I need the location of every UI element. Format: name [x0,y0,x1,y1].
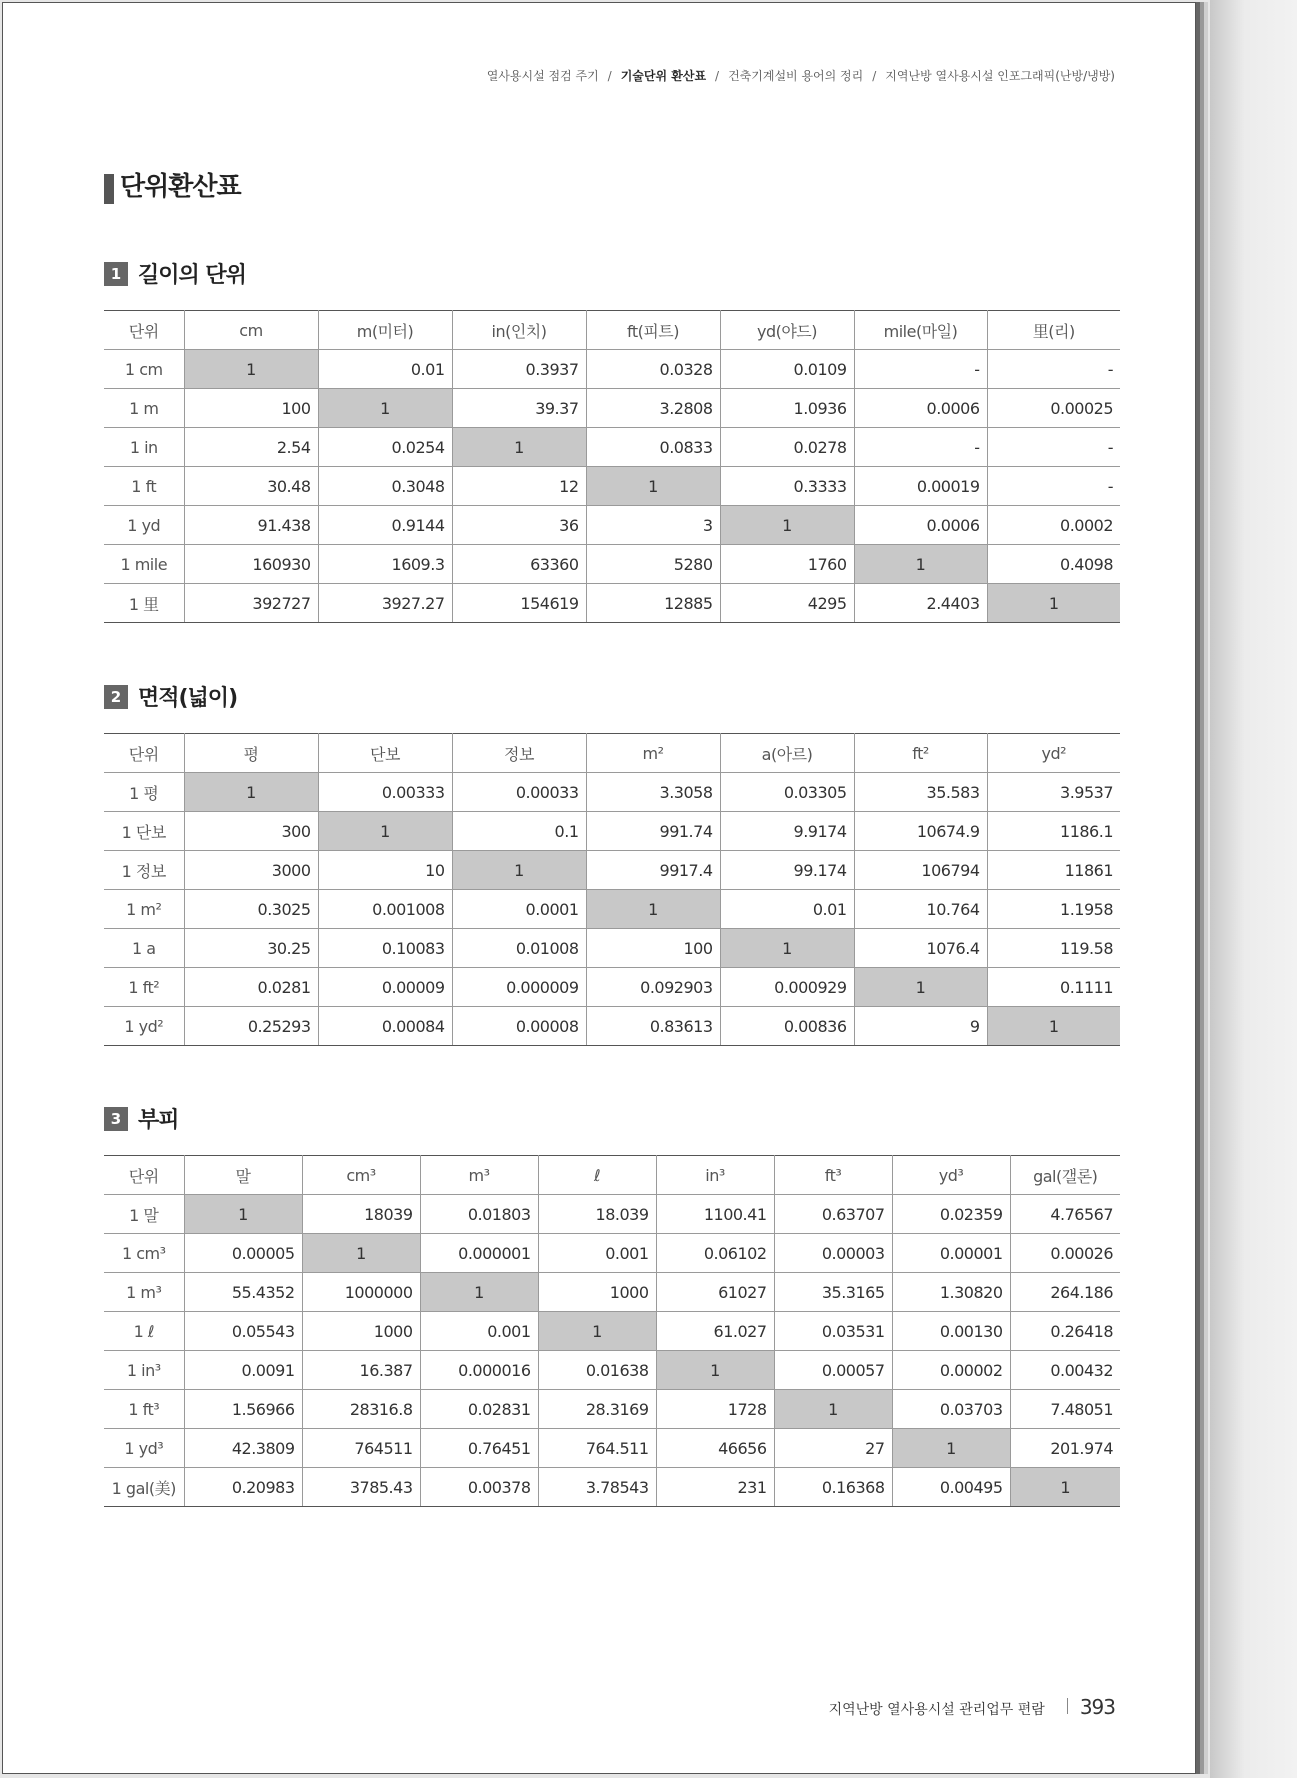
column-header: cm³ [302,1156,420,1195]
identity-cell: 1 [586,467,720,506]
table-row [104,1351,1120,1390]
row-unit-label: 1 말 [104,1195,184,1234]
table-cell: 0.03703 [892,1390,1010,1429]
table-cell: 1609.3 [318,545,452,584]
table-cell: 0.092903 [586,968,720,1007]
table-cell: 18039 [302,1195,420,1234]
column-header: yd³ [892,1156,1010,1195]
table-cell: 0.3048 [318,467,452,506]
row-unit-label: 1 ft³ [104,1390,184,1429]
section-number-badge: 2 [104,685,128,709]
column-header: a(아르) [720,734,854,773]
breadcrumb-separator: / [872,69,877,83]
table-cell: 36 [452,506,586,545]
table-cell: 27 [774,1429,892,1468]
table-cell: 11861 [987,851,1120,890]
breadcrumb [487,67,1115,84]
breadcrumb-item[interactable]: 지역난방 열사용시설 인포그래픽(난방/냉방) [885,69,1115,83]
table-cell: 0.00130 [892,1312,1010,1351]
table-row [104,851,1120,890]
table-cell: 3.78543 [538,1468,656,1507]
table-cell: 1.1958 [987,890,1120,929]
identity-cell: 1 [1010,1468,1120,1507]
table-cell: 0.000001 [420,1234,538,1273]
table-cell: 0.01638 [538,1351,656,1390]
table-cell: 3.3058 [586,773,720,812]
column-header: 정보 [452,734,586,773]
table-cell: 764511 [302,1429,420,1468]
table-row [104,890,1120,929]
table-cell: 0.000929 [720,968,854,1007]
table-cell: 1.56966 [184,1390,302,1429]
table-cell: 0.00019 [854,467,987,506]
section-title: 길이의 단위 [138,263,246,288]
table-cell: 16.387 [302,1351,420,1390]
row-unit-label: 1 단보 [104,812,184,851]
table-row [104,1007,1120,1046]
column-header-unit: 단위 [104,1156,184,1195]
table-cell: 0.0833 [586,428,720,467]
footer-divider [1067,1698,1068,1714]
table-cell: 1186.1 [987,812,1120,851]
table-cell: 0.0091 [184,1351,302,1390]
row-unit-label: 1 mile [104,545,184,584]
table-cell: 1.0936 [720,389,854,428]
identity-cell: 1 [184,773,318,812]
area-conversion-table [104,733,1120,1046]
table-cell: 392727 [184,584,318,623]
table-cell: 0.0109 [720,350,854,389]
table-cell: 264.186 [1010,1273,1120,1312]
row-unit-label: 1 yd [104,506,184,545]
column-header: yd(야드) [720,311,854,350]
table-row [104,1312,1120,1351]
table-row [104,467,1120,506]
table-cell: 0.000016 [420,1351,538,1390]
table-row [104,773,1120,812]
table-cell: - [854,350,987,389]
table-cell: 0.00009 [318,968,452,1007]
table-cell: 91.438 [184,506,318,545]
table-cell: 0.10083 [318,929,452,968]
table-cell: 10674.9 [854,812,987,851]
table-cell: - [987,467,1120,506]
table-cell: 12 [452,467,586,506]
table-cell: 0.9144 [318,506,452,545]
row-unit-label: 1 a [104,929,184,968]
row-unit-label: 1 in [104,428,184,467]
row-unit-label: 1 gal(美) [104,1468,184,1507]
column-header: mile(마일) [854,311,987,350]
identity-cell: 1 [656,1351,774,1390]
table-cell: 0.000009 [452,968,586,1007]
table-cell: 231 [656,1468,774,1507]
table-cell: 0.00432 [1010,1351,1120,1390]
identity-cell: 1 [586,890,720,929]
column-header: ft(피트) [586,311,720,350]
table-cell: 0.3333 [720,467,854,506]
page-footer [829,1695,1115,1719]
table-cell: 9 [854,1007,987,1046]
table-cell: 0.0254 [318,428,452,467]
table-cell: 991.74 [586,812,720,851]
table-cell: 4.76567 [1010,1195,1120,1234]
table-cell: 0.00008 [452,1007,586,1046]
table-cell: 2.54 [184,428,318,467]
row-unit-label: 1 평 [104,773,184,812]
table-cell: 0.00026 [1010,1234,1120,1273]
identity-cell: 1 [318,812,452,851]
table-cell: 0.00333 [318,773,452,812]
section-heading-volume [104,1103,179,1134]
identity-cell: 1 [720,506,854,545]
table-cell: 39.37 [452,389,586,428]
identity-cell: 1 [854,545,987,584]
row-unit-label: 1 정보 [104,851,184,890]
table-header-row [104,734,1120,773]
table-row [104,1195,1120,1234]
column-header: 里(리) [987,311,1120,350]
breadcrumb-separator: / [715,69,720,83]
table-cell: 0.001 [538,1234,656,1273]
table-cell: 0.16368 [774,1468,892,1507]
table-cell: 0.00084 [318,1007,452,1046]
table-row [104,968,1120,1007]
row-unit-label: 1 yd² [104,1007,184,1046]
identity-cell: 1 [987,1007,1120,1046]
column-header: in(인치) [452,311,586,350]
row-unit-label: 1 ft [104,467,184,506]
table-cell: 12885 [586,584,720,623]
table-cell: 0.01803 [420,1195,538,1234]
table-cell: 0.02831 [420,1390,538,1429]
table-cell: 3927.27 [318,584,452,623]
page-edge-shadow [1210,0,1297,1778]
table-row [104,1429,1120,1468]
table-cell: 300 [184,812,318,851]
table-cell: 3785.43 [302,1468,420,1507]
table-cell: 0.00495 [892,1468,1010,1507]
column-header: m³ [420,1156,538,1195]
table-cell: 0.00033 [452,773,586,812]
table-cell: 0.01 [318,350,452,389]
table-cell: 106794 [854,851,987,890]
table-cell: 0.05543 [184,1312,302,1351]
table-cell: 0.76451 [420,1429,538,1468]
row-unit-label: 1 ℓ [104,1312,184,1351]
column-header-unit: 단위 [104,311,184,350]
identity-cell: 1 [184,350,318,389]
column-header: ft² [854,734,987,773]
identity-cell: 1 [987,584,1120,623]
table-cell: 30.25 [184,929,318,968]
table-cell: 0.03305 [720,773,854,812]
breadcrumb-item[interactable]: 열사용시설 점검 주기 [486,69,599,83]
table-cell: 0.0278 [720,428,854,467]
section-heading-length [104,258,246,289]
identity-cell: 1 [184,1195,302,1234]
identity-cell: 1 [318,389,452,428]
table-cell: 0.0281 [184,968,318,1007]
identity-cell: 1 [538,1312,656,1351]
table-row [104,545,1120,584]
identity-cell: 1 [854,968,987,1007]
table-cell: 0.4098 [987,545,1120,584]
volume-conversion-table [104,1155,1120,1507]
table-cell: 35.583 [854,773,987,812]
table-cell: 0.0001 [452,890,586,929]
table-cell: 0.00378 [420,1468,538,1507]
table-cell: 99.174 [720,851,854,890]
column-header: yd² [987,734,1120,773]
table-cell: 63360 [452,545,586,584]
table-cell: 201.974 [1010,1429,1120,1468]
row-unit-label: 1 m [104,389,184,428]
table-cell: 0.83613 [586,1007,720,1046]
page-title: 단위환산표 [104,169,241,205]
table-cell: 28316.8 [302,1390,420,1429]
table-header-row [104,1156,1120,1195]
column-header: cm [184,311,318,350]
table-cell: 35.3165 [774,1273,892,1312]
row-unit-label: 1 in³ [104,1351,184,1390]
table-cell: 55.4352 [184,1273,302,1312]
column-header: ℓ [538,1156,656,1195]
row-unit-label: 1 cm [104,350,184,389]
table-row [104,350,1120,389]
table-cell: 1100.41 [656,1195,774,1234]
table-cell: 9.9174 [720,812,854,851]
table-cell: 0.001008 [318,890,452,929]
table-row [104,584,1120,623]
identity-cell: 1 [774,1390,892,1429]
table-cell: 10.764 [854,890,987,929]
table-cell: 100 [184,389,318,428]
table-cell: 61.027 [656,1312,774,1351]
table-cell: 0.00003 [774,1234,892,1273]
row-unit-label: 1 m³ [104,1273,184,1312]
table-row [104,929,1120,968]
identity-cell: 1 [720,929,854,968]
section-number-badge: 1 [104,262,128,286]
footer-book-title: 지역난방 열사용시설 관리업무 편람 [828,1702,1045,1718]
table-cell: 4295 [720,584,854,623]
table-row [104,389,1120,428]
table-cell: 46656 [656,1429,774,1468]
table-cell: 0.0006 [854,389,987,428]
table-row [104,506,1120,545]
table-cell: 100 [586,929,720,968]
table-cell: 2.4403 [854,584,987,623]
table-cell: 1.30820 [892,1273,1010,1312]
table-cell: 0.01008 [452,929,586,968]
table-cell: 30.48 [184,467,318,506]
identity-cell: 1 [892,1429,1010,1468]
table-cell: 154619 [452,584,586,623]
table-cell: 0.00002 [892,1351,1010,1390]
table-cell: 0.25293 [184,1007,318,1046]
table-cell: 0.0002 [987,506,1120,545]
table-cell: 0.63707 [774,1195,892,1234]
table-cell: 1728 [656,1390,774,1429]
identity-cell: 1 [420,1273,538,1312]
breadcrumb-item-active[interactable]: 기술단위 환산표 [620,69,707,83]
table-cell: 160930 [184,545,318,584]
breadcrumb-item[interactable]: 건축기계설비 용어의 정리 [728,69,864,83]
section-heading-area [104,681,237,712]
table-cell: 0.01 [720,890,854,929]
column-header: in³ [656,1156,774,1195]
column-header: m² [586,734,720,773]
table-cell: 1760 [720,545,854,584]
table-cell: - [854,428,987,467]
table-cell: 0.00836 [720,1007,854,1046]
table-cell: 42.3809 [184,1429,302,1468]
column-header: 평 [184,734,318,773]
table-cell: - [987,428,1120,467]
table-cell: 0.00025 [987,389,1120,428]
table-cell: 1000 [302,1312,420,1351]
column-header: gal(갤론) [1010,1156,1120,1195]
table-cell: 0.00005 [184,1234,302,1273]
document-page [2,2,1196,1774]
table-cell: 0.26418 [1010,1312,1120,1351]
table-cell: 0.00001 [892,1234,1010,1273]
column-header: ft³ [774,1156,892,1195]
table-cell: 0.3025 [184,890,318,929]
table-cell: 18.039 [538,1195,656,1234]
table-row [104,1234,1120,1273]
breadcrumb-separator: / [607,69,612,83]
table-cell: 0.06102 [656,1234,774,1273]
table-cell: 3.2808 [586,389,720,428]
table-cell: 0.0328 [586,350,720,389]
table-cell: 764.511 [538,1429,656,1468]
table-cell: 5280 [586,545,720,584]
table-cell: 119.58 [987,929,1120,968]
section-number-badge: 3 [104,1107,128,1131]
table-cell: 0.03531 [774,1312,892,1351]
table-cell: 3 [586,506,720,545]
table-cell: - [987,350,1120,389]
page-number: 393 [1079,1695,1115,1719]
table-row [104,1273,1120,1312]
table-cell: 7.48051 [1010,1390,1120,1429]
table-cell: 0.3937 [452,350,586,389]
table-cell: 0.00057 [774,1351,892,1390]
table-cell: 0.1111 [987,968,1120,1007]
table-cell: 0.001 [420,1312,538,1351]
section-title: 면적(넓이) [138,686,238,711]
table-cell: 3000 [184,851,318,890]
table-cell: 0.1 [452,812,586,851]
table-cell: 0.02359 [892,1195,1010,1234]
identity-cell: 1 [302,1234,420,1273]
row-unit-label: 1 m² [104,890,184,929]
column-header: 말 [184,1156,302,1195]
table-cell: 28.3169 [538,1390,656,1429]
length-conversion-table [104,310,1120,623]
table-cell: 61027 [656,1273,774,1312]
identity-cell: 1 [452,851,586,890]
table-cell: 0.20983 [184,1468,302,1507]
row-unit-label: 1 cm³ [104,1234,184,1273]
table-cell: 9917.4 [586,851,720,890]
column-header: m(미터) [318,311,452,350]
row-unit-label: 1 里 [104,584,184,623]
table-cell: 1076.4 [854,929,987,968]
section-title: 부피 [138,1108,179,1133]
column-header-unit: 단위 [104,734,184,773]
table-cell: 1000000 [302,1273,420,1312]
table-cell: 1000 [538,1273,656,1312]
table-cell: 3.9537 [987,773,1120,812]
table-row [104,812,1120,851]
table-row [104,1468,1120,1507]
column-header: 단보 [318,734,452,773]
table-cell: 0.0006 [854,506,987,545]
table-row [104,428,1120,467]
row-unit-label: 1 yd³ [104,1429,184,1468]
table-cell: 10 [318,851,452,890]
row-unit-label: 1 ft² [104,968,184,1007]
table-row [104,1390,1120,1429]
table-header-row [104,311,1120,350]
identity-cell: 1 [452,428,586,467]
